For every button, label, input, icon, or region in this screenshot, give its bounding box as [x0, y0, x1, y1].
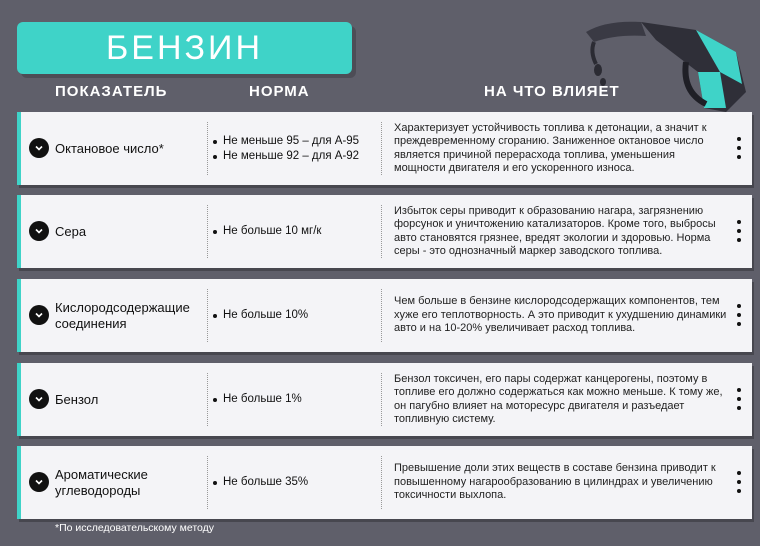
- row-effect: Бензол токсичен, его пары содержат канцерогены, поэтому в топливе его должно содержаться как можно меньше. К тому же, он пагубно влияет на моторесурс двигателя и разъедает топливную систему.: [394, 372, 723, 425]
- norm-item: Не больше 10%: [211, 308, 379, 323]
- chevron-down-icon[interactable]: [29, 138, 49, 158]
- chevron-down-icon[interactable]: [29, 472, 49, 492]
- more-vertical-icon[interactable]: [736, 220, 742, 242]
- table-row[interactable]: [17, 195, 752, 268]
- row-name: Кислородсодержащие соединения: [55, 299, 190, 331]
- row-name: Октановое число*: [55, 140, 164, 156]
- table-row[interactable]: [17, 112, 752, 185]
- page-title: БЕНЗИН: [105, 28, 264, 67]
- more-vertical-icon[interactable]: [736, 304, 742, 326]
- fuel-nozzle-icon: [586, 12, 754, 118]
- row-effect: Характеризует устойчивость топлива к детонации, а значит к преждевременному сгоранию. Заниженное октановое число является причиной перерасхода топлива, уменьшения мощности двигателя и его ускоренного износа.: [394, 121, 707, 174]
- header-effect: НА ЧТО ВЛИЯЕТ: [484, 83, 620, 100]
- norm-item: Не больше 10 мг/к: [211, 224, 379, 239]
- row-norm: [211, 195, 379, 268]
- chevron-down-icon[interactable]: [29, 389, 49, 409]
- chevron-down-icon[interactable]: [29, 305, 49, 325]
- header-indicator: ПОКАЗАТЕЛЬ: [55, 83, 168, 100]
- table-row[interactable]: [17, 363, 752, 436]
- more-vertical-icon[interactable]: [736, 137, 742, 159]
- more-vertical-icon[interactable]: [736, 388, 742, 410]
- footnote: *По исследовательскому методу: [55, 522, 214, 534]
- row-effect: Чем больше в бензине кислородсодержащих компонентов, тем хуже его теплотворность. А это приводит к ухудшению динамики авто и на 10-20% увеличивает расход топлива.: [394, 295, 727, 335]
- row-name: Сера: [55, 223, 87, 239]
- table-row[interactable]: [17, 279, 752, 352]
- row-effect: Избыток серы приводит к образованию нагара, загрязнению форсунок и уничтожению катализаторов. Кроме того, выбросы авто становятся грязнее, вредят экологии и здоровью. Норма серы - это однозначный маркер заводского топлива.: [394, 204, 716, 257]
- row-norm: [211, 446, 379, 519]
- row-norm: [211, 112, 379, 185]
- norm-item: Не больше 1%: [211, 392, 379, 407]
- header-norm: НОРМА: [249, 83, 310, 100]
- chevron-down-icon[interactable]: [29, 221, 49, 241]
- row-norm: [211, 363, 379, 436]
- title-banner: [17, 22, 352, 74]
- norm-item: Не меньше 95 – для А-95: [211, 134, 379, 149]
- row-effect: Превышение доли этих веществ в составе бензина приводит к повышенному нагарообразованию в цилиндрах и увеличению токсичности выхлопа.: [394, 462, 716, 502]
- norm-item: Не больше 35%: [211, 475, 379, 490]
- norm-item: Не меньше 92 – для А-92: [211, 149, 379, 164]
- row-norm: [211, 279, 379, 352]
- more-vertical-icon[interactable]: [736, 471, 742, 493]
- row-name: Ароматические углеводороды: [55, 466, 148, 498]
- row-name: Бензол: [55, 391, 99, 407]
- table-row[interactable]: [17, 446, 752, 519]
